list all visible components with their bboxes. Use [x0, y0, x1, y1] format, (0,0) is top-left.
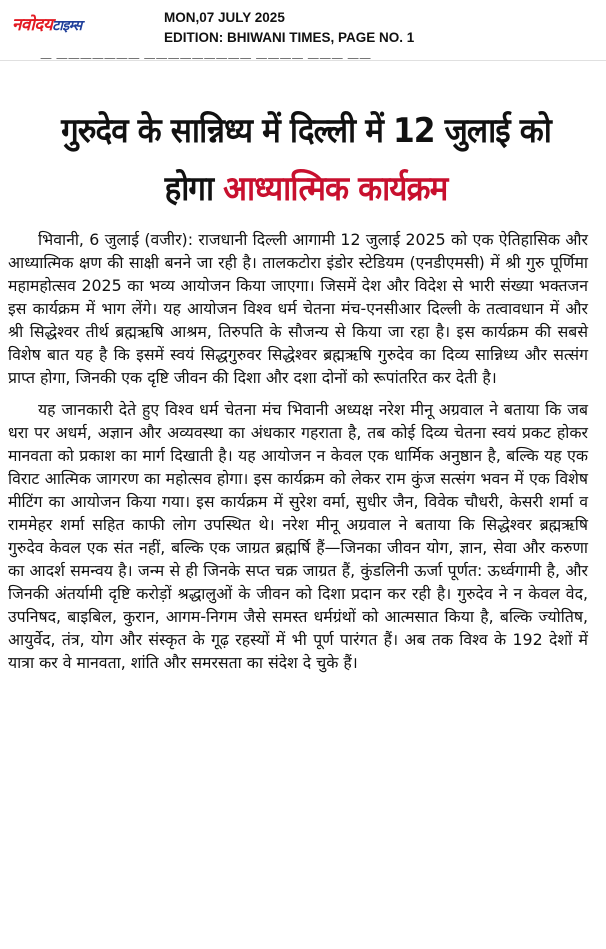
headline-highlight: आध्यात्मिक कार्यक्रम — [223, 169, 448, 209]
article-paragraph-2: यह जानकारी देते हुए विश्व धर्म चेतना मंच भिवानी अध्यक्ष नरेश मीनू अग्रवाल ने बताया कि जब धरा पर अधर्म, अज्ञान और अव्यवस्था का अंधकार गहराता है, तब कोई दिव्य चेतना स्वयं प्रकट होकर मानवता को प्रकाश का मार्ग दिखाती है। यह आयोजन न केवल एक धार्मिक अनुष्ठान है, बल्कि यह एक विराट आत्मिक जागरण का महोत्सव होगा। इस कार्यक्रम को लेकर राम कुंज सत्संग भवन में एक विशेष मीटिंग का आयोजन किया गया। इस कार्यक्रम में सुरेश वर्मा, सुधीर जैन, विवेक चौधरी, केसरी शर्मा व राममेहर शर्मा सहित काफी लोग उपस्थित थे। नरेश मीनू अग्रवाल ने बताया कि सिद्धेश्वर ब्रह्मऋषि गुरुदेव केवल एक संत नहीं, बल्कि एक जाग्रत ब्रह्मर्षि हैं—जिनका जीवन योग, ज्ञान, सेवा और करुणा का आदर्श समन्वय है। जन्म से ही जिनके सप्त चक्र जाग्रत हैं, कुंडलिनी ऊर्जा पूर्णत: ऊर्ध्वगामी है, और जिनकी अंतर्यामी दृष्टि करोड़ों श्रद्धालुओं के जीवन को दिशा प्रदान कर रही है। गुरुदेव ने न केवल वेद, उपनिषद, बाइबिल, कुरान, आगम-निगम जैसे समस्त धर्मग्रंथों को आत्मसात किया है, बल्कि ज्योतिष, आयुर्वेद, तंत्र, योग और संस्कृत के गूढ़ रहस्यों में भी पूर्ण पारंगत हैं। अब तक विश्व के 192 देशों में यात्रा कर वे मानवता, शांति और समरसता का संदेश दे चुके हैं। — [8, 400, 588, 672]
logo-brand-main: नवोदय — [12, 15, 53, 35]
newspaper-logo — [12, 12, 82, 35]
headline-main: गुरुदेव के सान्निध्य में दिल्ली में 12 जुलाई को होगा — [61, 111, 551, 209]
headline — [37, 102, 574, 218]
edition-info — [164, 8, 414, 48]
news-clipping — [0, 51, 606, 949]
article-body — [8, 228, 588, 683]
edition-line: EDITION: BHIWANI TIMES, PAGE NO. 1 — [164, 30, 415, 45]
article-paragraph-1: भिवानी, 6 जुलाई (वजीर): राजधानी दिल्ली आगामी 12 जुलाई 2025 को एक ऐतिहासिक और आध्यात्मिक क्षण की साक्षी बनने जा रही है। तालकटोरा इंडोर स्टेडियम (एनडीएमसी) में श्री गुरु पूर्णिमा महामहोत्सव 2025 का भव्य आयोजन किया जाएगा। जिसमें देश और विदेश से भारी संख्या भक्तजन इस कार्यक्रम में भाग लेंगे। यह आयोजन विश्व धर्म चेतना मंच-एनसीआर दिल्ली के तत्वावधान में और श्री सिद्धेश्वर तीर्थ ब्रह्मऋषि आश्रम, तिरुपति के सौजन्य से किया जा रहा है। इस कार्यक्रम की सबसे विशेष बात यह है कि इसमें स्वयं सिद्धगुरुवर सिद्धेश्वर ब्रह्मऋषि गुरुदेव का दिव्य सान्निध्य और सत्संग प्राप्त होगा, जिनकी एक दृष्टि जीवन की दिशा और दशा दोनों को रूपांतरित कर देती है। — [8, 230, 588, 387]
clipped-previous-line: — ——————— ————————— ———— ——— —— — [40, 51, 372, 65]
edition-date: MON,07 JULY 2025 — [164, 10, 285, 25]
logo-brand-secondary: टाइम्स — [52, 18, 82, 34]
